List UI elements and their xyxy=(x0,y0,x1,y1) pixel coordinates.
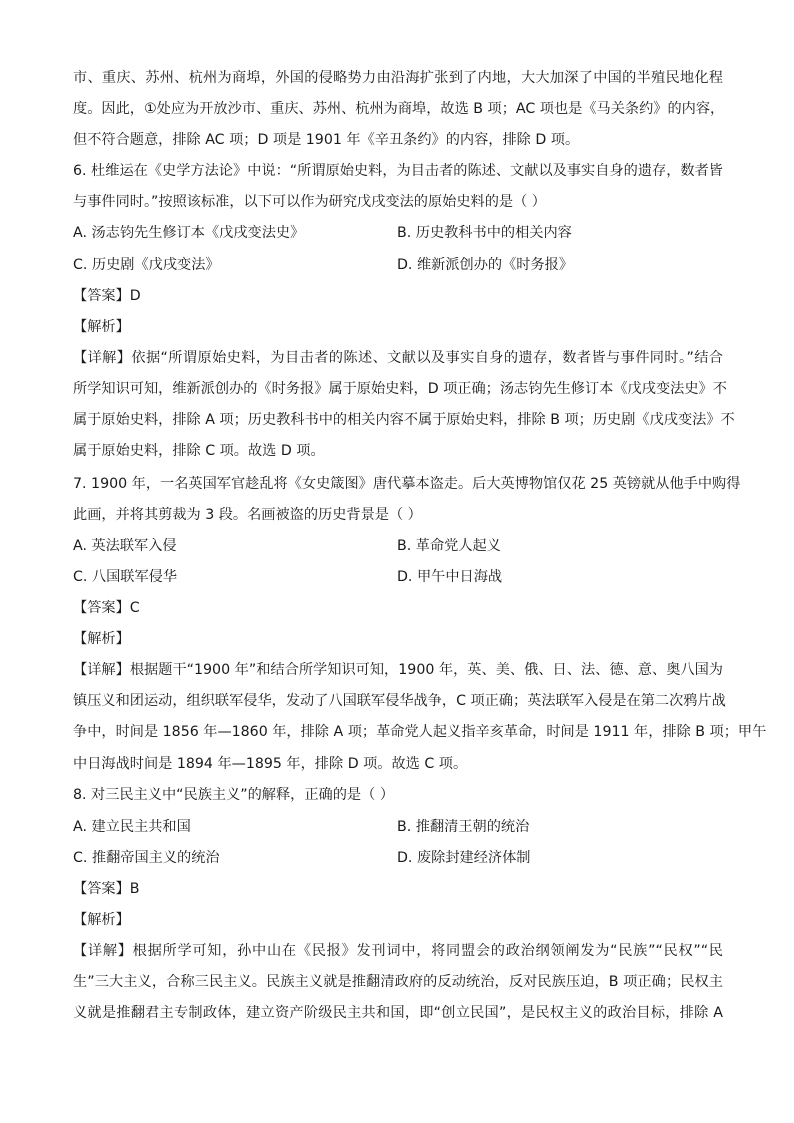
question-8-option-a: A. 建立民主共和国 xyxy=(73,819,191,835)
question-7-stem: 此画，并将其剪裁为 3 段。名画被盗的历史背景是（ ） xyxy=(73,507,422,523)
question-8-detail: 【详解】根据所学可知，孙中山在《民报》发刊词中，将同盟会的政治纲领阐发为“民族”“民权”“民 xyxy=(73,943,723,959)
question-7-detail: 【详解】根据题干“1900 年”和结合所学知识可知，1900 年，英、美、俄、日、法、德、意、奥八国为 xyxy=(73,662,723,678)
question-7-detail: 镇压义和团运动，组织联军侵华，发动了八国联军侵华战争，C 项正确；英法联军入侵是在第二次鸦片战 xyxy=(73,693,726,709)
question-8-analysis-label: 【解析】 xyxy=(73,912,130,928)
question-7-answer: 【答案】C xyxy=(73,600,140,616)
text-line: 但不符合题意，排除 AC 项；D 项是 1901 年《辛丑条约》的内容，排除 D 项。 xyxy=(73,132,580,148)
question-7-analysis-label: 【解析】 xyxy=(73,631,130,647)
question-8-answer: 【答案】B xyxy=(73,881,140,897)
question-6-answer: 【答案】D xyxy=(73,288,141,304)
question-7-option-b: B. 革命党人起义 xyxy=(397,538,501,554)
question-6-stem: 6. 杜维运在《史学方法论》中说：“所谓原始史料，为目击者的陈述、文献以及事实自身的遗存，数者皆 xyxy=(73,163,723,179)
question-7-stem: 7. 1900 年，一名英国军官趁乱将《女史箴图》唐代摹本盗走。后大英博物馆仅花 25 英镑就从他手中购得 xyxy=(73,476,741,492)
question-6-analysis-label: 【解析】 xyxy=(73,319,130,335)
text-line: 市、重庆、苏州、杭州为商埠，外国的侵略势力由沿海扩张到了内地，大大加深了中国的半殖民地化程 xyxy=(73,70,723,86)
question-6-stem: 与事件同时。”按照该标准，以下可以作为研究戊戌变法的原始史料的是（ ） xyxy=(73,194,546,210)
question-7-option-d: D. 甲午中日海战 xyxy=(397,569,503,585)
question-6-detail: 属于原始史料，排除 A 项；历史教科书中的相关内容不属于原始史料，排除 B 项；历史剧《戊戌变法》不 xyxy=(73,412,735,428)
question-6-detail: 所学知识可知，维新派创办的《时务报》属于原始史料，D 项正确；汤志钧先生修订本《戊戌变法史》不 xyxy=(73,381,727,397)
question-6-option-b: B. 历史教科书中的相关内容 xyxy=(397,225,572,241)
question-8-detail: 生”三大主义，合称三民主义。民族主义就是推翻清政府的反动统治，反对民族压迫，B 项正确；民权主 xyxy=(73,974,723,990)
question-8-option-b: B. 推翻清王朝的统治 xyxy=(397,819,530,835)
question-8-option-c: C. 推翻帝国主义的统治 xyxy=(73,850,220,866)
question-7-option-c: C. 八国联军侵华 xyxy=(73,569,178,585)
question-8-stem: 8. 对三民主义中“民族主义”的解释，正确的是（ ） xyxy=(73,787,395,803)
question-7-option-a: A. 英法联军入侵 xyxy=(73,538,177,554)
question-8-detail: 义就是推翻君主专制政体，建立资产阶级民主共和国，即“创立民国”，是民权主义的政治目标，排除 A xyxy=(73,1005,723,1021)
text-line: 度。因此，①处应为开放沙市、重庆、苏州、杭州为商埠，故选 B 项；AC 项也是《马关条约》的内容， xyxy=(73,101,725,117)
question-8-option-d: D. 废除封建经济体制 xyxy=(397,850,531,866)
question-7-detail: 争中，时间是 1856 年—1860 年，排除 A 项；革命党人起义指辛亥革命，时间是 1911 年，排除 B 项；甲午 xyxy=(73,724,767,740)
question-6-detail: 【详解】依据“所谓原始史料，为目击者的陈述、文献以及事实自身的遗存，数者皆与事件同时。”结合 xyxy=(73,350,723,366)
question-6-option-d: D. 维新派创办的《时务报》 xyxy=(397,257,574,273)
question-6-option-c: C. 历史剧《戊戌变法》 xyxy=(73,257,220,273)
question-6-detail: 属于原始史料，排除 C 项。故选 D 项。 xyxy=(73,443,325,459)
question-7-detail: 中日海战时间是 1894 年—1895 年，排除 D 项。故选 C 项。 xyxy=(73,756,468,772)
question-6-option-a: A. 汤志钧先生修订本《戊戌变法史》 xyxy=(73,225,305,241)
